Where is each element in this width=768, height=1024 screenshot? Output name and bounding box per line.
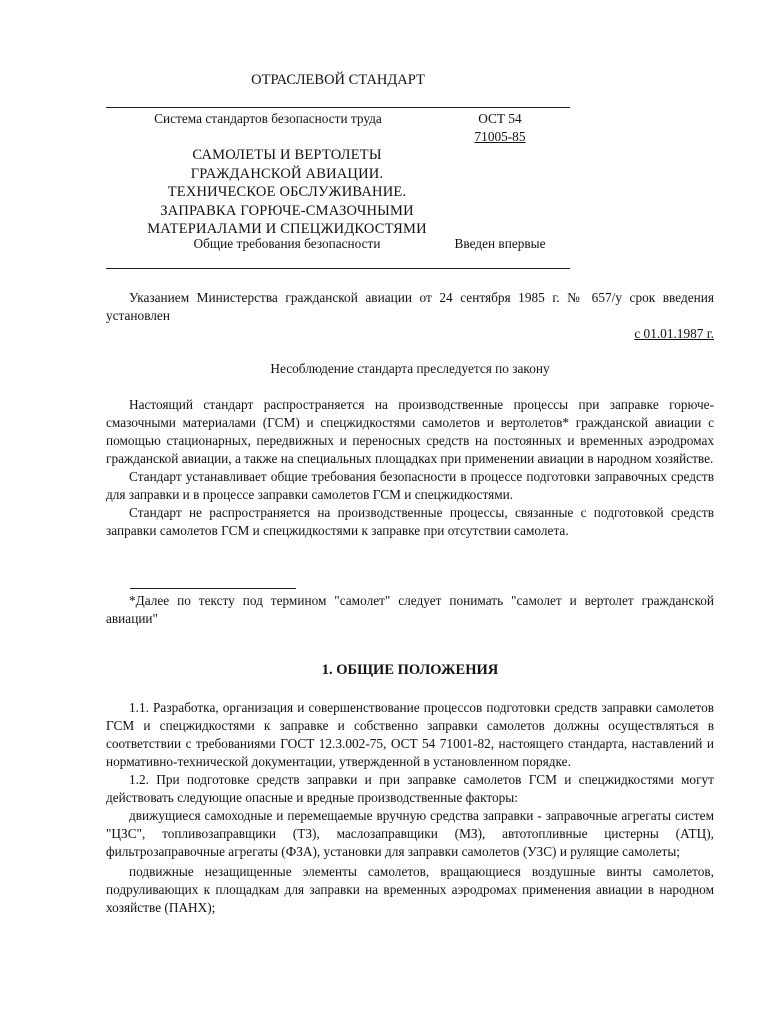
section-paragraph: движущиеся самоходные и перемещаемые вручную средства заправки - заправочные агрегаты систем "ЦЗС", топливозаправщики (ТЗ), маслозаправщики (МЗ), автотопливные цистерны (АТЦ), фильтрозаправочные агрегаты (ФЗА), установки для заправки самолетов (УЗС) и рулящие самолеты; <box>106 808 714 859</box>
intro-paragraph: Стандарт устанавливает общие требования безопасности в процессе подготовки заправочных средств для заправки и в процессе заправки самолетов ГСМ и спецжидкостями. <box>106 469 714 502</box>
section-paragraph: 1.2. При подготовке средств заправки и при заправке самолетов ГСМ и спецжидкостями могут действовать следующие опасные и вредные производственные факторы: <box>106 772 714 805</box>
title-line: ЗАПРАВКА ГОРЮЧЕ-СМАЗОЧНЫМИ <box>160 202 414 219</box>
document-type-title: ОТРАСЛЕВОЙ СТАНДАРТ <box>251 72 425 88</box>
footnote-text: *Далее по тексту под термином "самолет" следует понимать "самолет и вертолет гражданской авиации" <box>106 593 714 626</box>
standard-subtitle: Общие требования безопасности <box>193 236 381 251</box>
decree-text: Указанием Министерства гражданской авиации от 24 сентября 1985 г. № 657/у срок введения установлен <box>106 290 714 323</box>
intro-text <box>106 396 714 540</box>
header-top-rule <box>106 107 570 108</box>
ost-label: ОСТ 54 <box>478 111 522 126</box>
standard-title <box>106 146 468 239</box>
intro-paragraph: Стандарт не распространяется на производственные процессы, связанные с подготовкой средств заправки самолетов ГСМ и спецжидкостями к заправке при отсутствии самолета. <box>106 505 714 538</box>
title-line: ГРАЖДАНСКОЙ АВИАЦИИ. <box>190 165 384 182</box>
legal-notice: Несоблюдение стандарта преследуется по закону <box>270 361 550 376</box>
ost-number: 71005-85 <box>474 129 526 144</box>
introduced-note: Введен впервые <box>454 236 546 251</box>
section-heading: 1. ОБЩИЕ ПОЛОЖЕНИЯ <box>321 662 499 678</box>
section-body <box>106 699 714 917</box>
section-paragraph: 1.1. Разработка, организация и совершенствование процессов подготовки средств заправки самолетов ГСМ и спецжидкостями к заправке и собственно заправки самолетов должны осуществляться в соответствии с требованиями ГОСТ 12.3.002-75, ОСТ 54 71001-82, настоящего стандарта, наставлений и нормативно-технической документации, утвержденной в установленном порядке. <box>106 700 714 769</box>
section-paragraph: подвижные незащищенные элементы самолетов, вращающиеся воздушные винты самолетов, подруливающих к площадкам для заправки на временных аэродромах применения авиации в народном хозяйстве (ПАНХ); <box>106 864 714 915</box>
decree-date: с 01.01.1987 г. <box>634 326 714 341</box>
header-bottom-rule <box>106 268 570 269</box>
title-line: ТЕХНИЧЕСКОЕ ОБСЛУЖИВАНИЕ. <box>167 184 407 200</box>
standards-system-label: Система стандартов безопасности труда <box>154 111 382 126</box>
intro-paragraph: Настоящий стандарт распространяется на производственные процессы при заправке горюче-смазочными материалами (ГСМ) и спецжидкостями самолетов и вертолетов* гражданской авиации с помощью стационарных, передвижных и переносных средств на постоянных и временных аэродромах гражданской авиации, а также на специальных площадках при применении авиации в народном хозяйстве. <box>106 397 714 466</box>
title-line: МАТЕРИАЛАМИ И СПЕЦЖИДКОСТЯМИ <box>147 221 427 237</box>
footnote-rule <box>130 588 296 589</box>
title-line: САМОЛЕТЫ И ВЕРТОЛЕТЫ <box>192 147 382 163</box>
